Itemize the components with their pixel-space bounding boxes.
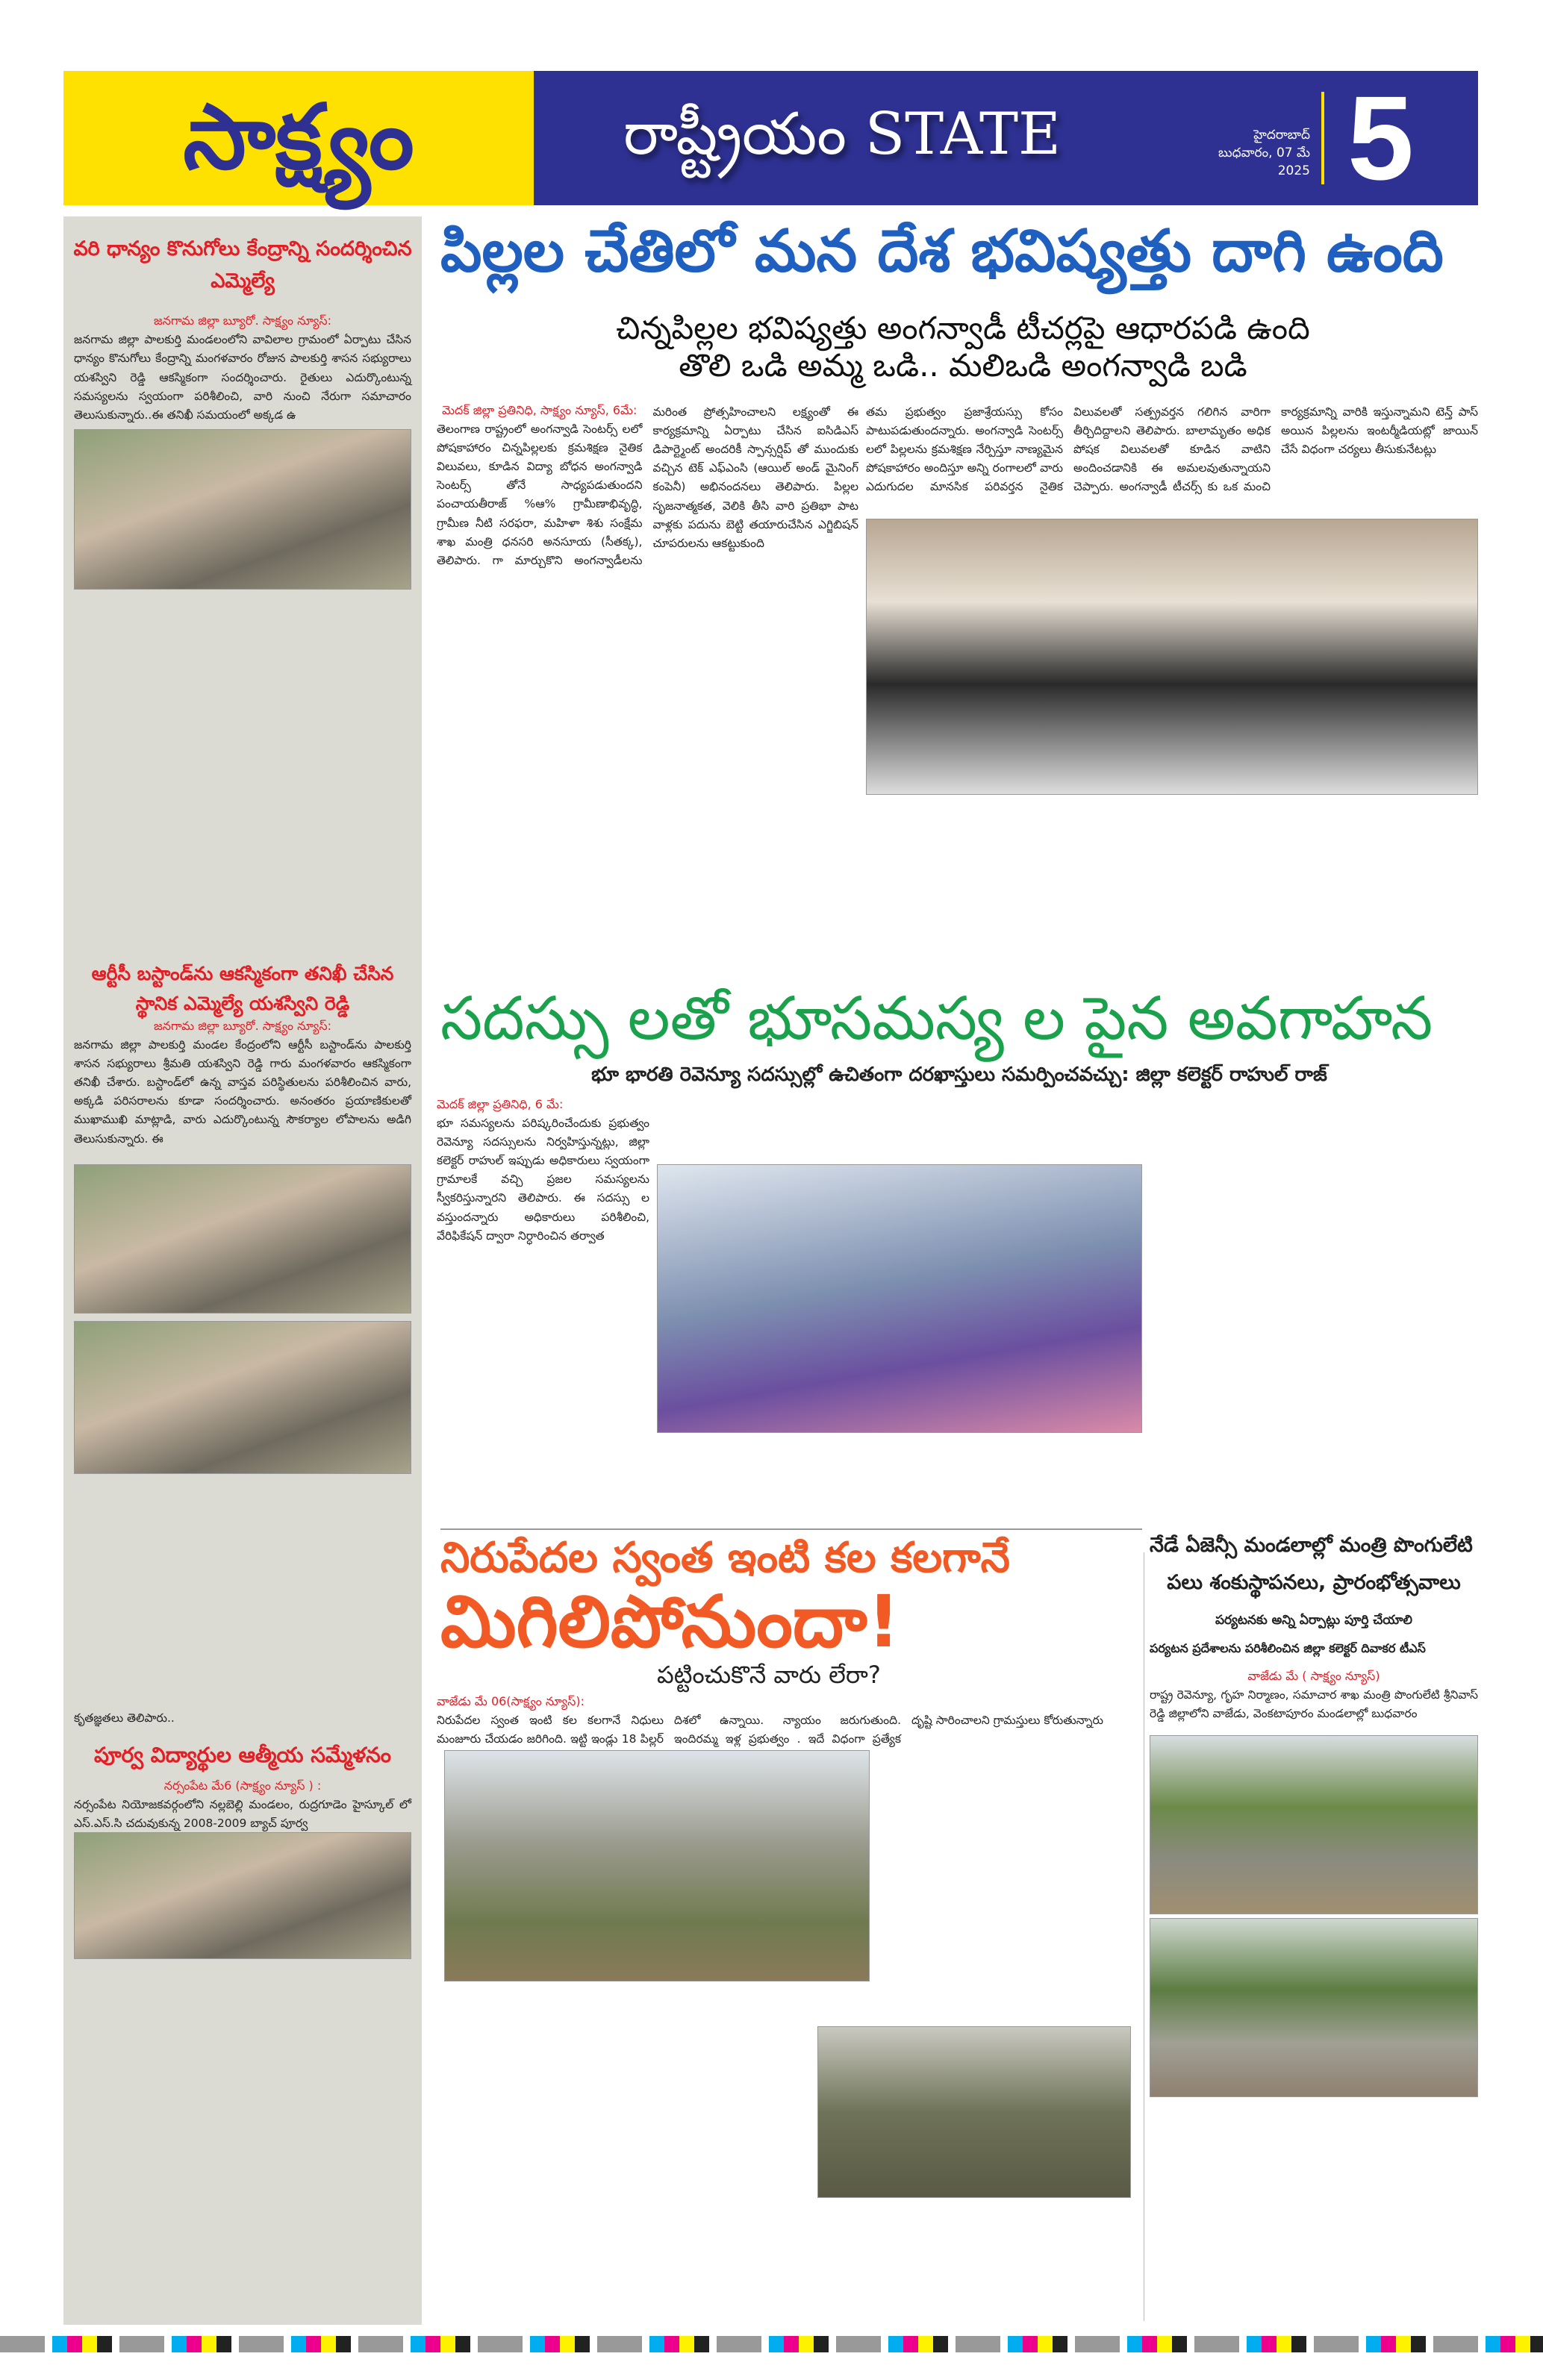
section-title: రాష్ట్రీయం STATE	[623, 101, 1061, 168]
article-dateline: నర్సంపేట మే6 (సాక్ష్యం న్యూస్ ) :	[163, 1778, 322, 1793]
sidebar-article-3	[63, 1739, 422, 1833]
article-headline: వరి ధాన్యం కొనుగోలు కేంద్రాన్ని సందర్శించిన ఎమ్మెల్యే	[73, 237, 412, 293]
photo-bus-stand-2	[74, 1321, 411, 1474]
story4-headline-1: నేడే ఏజెన్సీ మండలాల్లో మంత్రి పొంగులేటి	[1150, 1534, 1473, 1557]
story2-headline: సదస్సు లతో భూసమస్య ల పైన అవగాహన	[440, 984, 1433, 1053]
section-band	[534, 71, 1478, 205]
printer-registration-bar	[0, 2336, 1543, 2352]
photo-anganwadi-event	[866, 519, 1478, 795]
edition-info	[1183, 127, 1310, 180]
divider	[440, 1528, 1142, 1530]
story3-text: నిరుపేదల స్వంత ఇంటి కల కలగానే నిధులు మంజూరు చేయడం జరిగింది. ఇట్టి ఇండ్లు 18 పిల్లర్ దిశలో ఉన్నాయి. న్యాయం జరుగుతుంది. ఇందిరమ్మ ఇళ్ల ప్రభుత్వం . ఇదే విధంగా ప్రత్యేక దృష్టి సారించాలని గ్రామస్తులు కోరుతున్నారు	[437, 1714, 1104, 1746]
divider	[1321, 92, 1324, 184]
article-closing: కృతజ్ఞతలు తెలిపారు..	[74, 1711, 175, 1725]
photo-revenue-sadassu	[657, 1164, 1142, 1433]
story2-subhead: భూ భారతి రెవెన్యూ సదస్సుల్లో ఉచితంగా దరఖాస్తులు సమర్పించవచ్చు: జిల్లా కలెక్టర్ రాహుల్ రాజ్	[591, 1063, 1327, 1086]
story1-body-right: తమ ప్రభుత్వం ప్రజాశ్రేయస్సు కోసం పాటుపడుతుందన్నారు. అంగన్వాడి సెంటర్స్ లలో పిల్లలను క్రమశిక్షణ నేర్పిస్తూ నాణ్యమైన పోషకాహారం అందిస్తూ అన్ని రంగాలలో వారు ఎదుగుదల మానసిక పరివర్తన నైతిక విలువలతో సత్ప్రవర్తన గలిగిన వారిగా తీర్చిదిద్దాలని తెలిపారు. బాలామృతం అధిక పోషక విలువలతో కూడిన వాటిని అందించడానికి ఈ అమలవుతున్నాయని చెప్పారు. అంగన్వాడీ టీచర్స్ కు ఒక మంచి కార్యక్రమాన్ని వారికి ఇస్తున్నామని టెన్త్ పాస్ అయిన పిల్లలను ఇంటర్మీడియట్లో జాయిన్ చేసే విధంగా చర్యలు తీసుకునేటట్లు	[866, 405, 1478, 494]
story4-subhead-2: పర్యటన ప్రదేశాలను పరిశీలించిన జిల్లా కలెక్టర్ దివాకర టీఎస్	[1150, 1641, 1426, 1655]
story4-subhead-1: పర్యటనకు అన్ని ఏర్పాట్లు పూర్తి చేయాలి	[1215, 1613, 1413, 1628]
newspaper-logo	[63, 71, 534, 205]
photo-collector-inspection-2	[1150, 1918, 1478, 2097]
sidebar-article-2	[63, 959, 422, 1149]
photo-alumni-meet	[74, 1832, 411, 1959]
edition-date: బుధవారం, 07 మే 2025	[1218, 145, 1310, 178]
story1-subhead-1: చిన్నపిల్లల భవిష్యత్తు అంగన్వాడీ టీచర్లపై ఆధారపడి ఉంది	[616, 310, 1310, 346]
story1-subhead-2: తొలి ఒడి అమ్మ ఒడి.. మలిఒడి అంగన్వాడి బడి	[679, 347, 1247, 384]
article-dateline: జనగామ జిల్లా బ్యూరో. సాక్ష్యం న్యూస్:	[154, 1019, 331, 1033]
story4	[1150, 1534, 1478, 1723]
story4-headline-2: పలు శంకుస్థాపనలు, ప్రారంభోత్సవాలు	[1167, 1571, 1461, 1594]
article-body: జనగామ జిల్లా పాలకుర్తి మండల కేంద్రంలోని ఆర్టీసీ బస్టాండ్‌ను పాలకుర్తి శాసన సభ్యురాలు శ్రీమతి యశస్విని రెడ్డి గారు మంగళవారం ఆకస్మికంగా తనిఖీ చేశారు. బస్టాండ్‌లో ఉన్న వాస్తవ పరిస్థితులను పరిశీలించిన వారు, అక్కడి పరిసరాలను కూడా సందర్శించారు. అనంతరం ప్రయాణికులతో ముఖాముఖి మాట్లాడి, వారు ఎదుర్కొంటున్న సౌకర్యాల లోపాలను అడిగి తెలుసుకున్నారు. ఈ	[74, 1038, 411, 1146]
story3-dateline: వాజేడు మే 06(సాక్ష్యం న్యూస్):	[437, 1694, 585, 1708]
story4-text: రాష్ట్ర రెవెన్యూ, గృహ నిర్మాణం, సమాచార శాఖ మంత్రి పొంగులేటి శ్రీనివాస్ రెడ్డి జిల్లాలోని వాజేడు, వెంకటాపూరం మండలాల్లో బుధవారం	[1150, 1688, 1478, 1721]
story1-headline: పిల్లల చేతిలో మన దేశ భవిష్యత్తు దాగి ఉంది	[440, 218, 1444, 285]
photo-unfinished-house	[444, 1750, 870, 1981]
story2-text: భూ సమస్యలను పరిష్కరించేందుకు ప్రభుత్వం రెవెన్యూ సదస్సులను నిర్వహిస్తున్నట్లు, జిల్లా కలెక్టర్ రాహుల్ ఇప్పుడు అధికారులు స్వయంగా గ్రామాలకే వచ్చి ప్రజల సమస్యలను స్వీకరిస్తున్నారని తెలిపారు. ఈ సదస్సు ల వస్తుందన్నారు అధికారులు పరిశీలించి, వేరిఫికేషన్ ద్వారా నిర్ధారించిన తర్వాత	[437, 1116, 649, 1243]
story1-body-left	[437, 403, 858, 978]
article-body: నర్సంపేట నియోజకవర్గంలోని నల్లబెల్లి మండలం, రుద్రగూడెం హైస్కూల్ లో ఎస్.ఎస్.సి చదువుకున్న 2008-2009 బ్యాచ్ పూర్వ	[74, 1797, 411, 1830]
sidebar-article-1	[63, 233, 422, 425]
story1-dateline: మెదక్ జిల్లా ప్రతినిధి, సాక్ష్యం న్యూస్, 6మే:	[442, 403, 638, 417]
article-headline: ఆర్టీసీ బస్టాండ్‌ను ఆకస్మికంగా తనిఖీ చేసిన స్థానిక ఎమ్మెల్యే యశస్విని రెడ్డి	[91, 963, 394, 1014]
article-headline: పూర్వ విద్యార్థుల ఆత్మీయ సమ్మేళనం	[93, 1743, 392, 1767]
photo-collector-inspection-1	[1150, 1735, 1478, 1914]
sidebar	[63, 216, 422, 2325]
story3-body	[437, 1694, 1138, 1749]
photo-grain-center	[74, 429, 411, 590]
story3-subhead: పట్టించుకొనే వారు లేరా?	[657, 1661, 881, 1689]
photo-bus-stand	[74, 1164, 411, 1314]
edition-city: హైదరాబాద్	[1253, 128, 1310, 143]
photo-house-pillars	[817, 2026, 1131, 2198]
story1-text: తెలంగాణ రాష్ట్రంలో అంగన్వాడి సెంటర్స్ లలో పోషకాహారం చిన్నపిల్లలకు క్రమశిక్షణ నైతిక విలువలు, కూడిన విద్యా బోధన అంగన్వాడి సెంటర్స్ తోనే సాధ్యపడుతుందని పంచాయతీరాజ్ %ఆ% గ్రామీణాభివృద్ధి, గ్రామీణ నీటి సరఫరా, మహిళా శిశు సంక్షేమ శాఖ మంత్రి ధనసరి అనసూయ (సీతక్క), తెలిపారు. గా మార్చుకొని అంగన్వాడీలను మరింత ప్రోత్సహించాలని లక్ష్యంతో ఈ కార్యక్రమాన్ని ఏర్పాటు చేసిన ఐసిడిఎస్ డిపార్ట్మెంట్ అందరికీ స్పాన్సర్షిప్ తో ముందుకు వచ్చిన టెక్ ఎఫ్ఎంసి (ఆయిల్ అండ్ మైనింగ్ కంపెనీ) అభినందనలు తెలిపారు. పిల్లల సృజనాత్మకత, వెలికి తీసి వారి ప్రతిభా పాట వాళ్లకు పదును బెట్టి తయారుచేసిన ఎగ్జిబిషన్ చూపరులను ఆకట్టుకుంది	[437, 405, 858, 567]
page-number: 5	[1347, 71, 1414, 204]
story2-dateline: మెదక్ జిల్లా ప్రతినిధి, 6 మే:	[437, 1097, 564, 1111]
story4-dateline: వాజేడు మే ( సాక్ష్యం న్యూస్)	[1247, 1669, 1380, 1683]
article-dateline: జనగామ జిల్లా బ్యూరో. సాక్ష్యం న్యూస్:	[154, 313, 331, 328]
story2-body-left	[437, 1097, 649, 1246]
article-body: జనగామ జిల్లా పాలకుర్తి మండలంలోని వావిలాల గ్రామంలో ఏర్పాటు చేసిన ధాన్యం కొనుగోలు కేంద్రాన్ని మంగళవారం రోజున పాలకుర్తి శాసన సభ్యురాలు యశస్విని రెడ్డి ఆకస్మికంగా సందర్శించారు. రైతులు ఎదుర్కొంటున్న సమస్యలను స్వయంగా పరిశీలించి, వారి నుంచి నేరుగా సమాచారం తెలుసుకున్నారు..ఈ తనిఖీ సమయంలో అక్కడ ఉ	[74, 333, 411, 422]
story3-headline-2: మిగిలిపోనుందా!	[440, 1580, 900, 1664]
logo-text: సాక్ష్యం	[183, 86, 414, 190]
story3-headline-1: నిరుపేదల స్వంత ఇంటి కల కలగానే	[440, 1534, 1010, 1582]
